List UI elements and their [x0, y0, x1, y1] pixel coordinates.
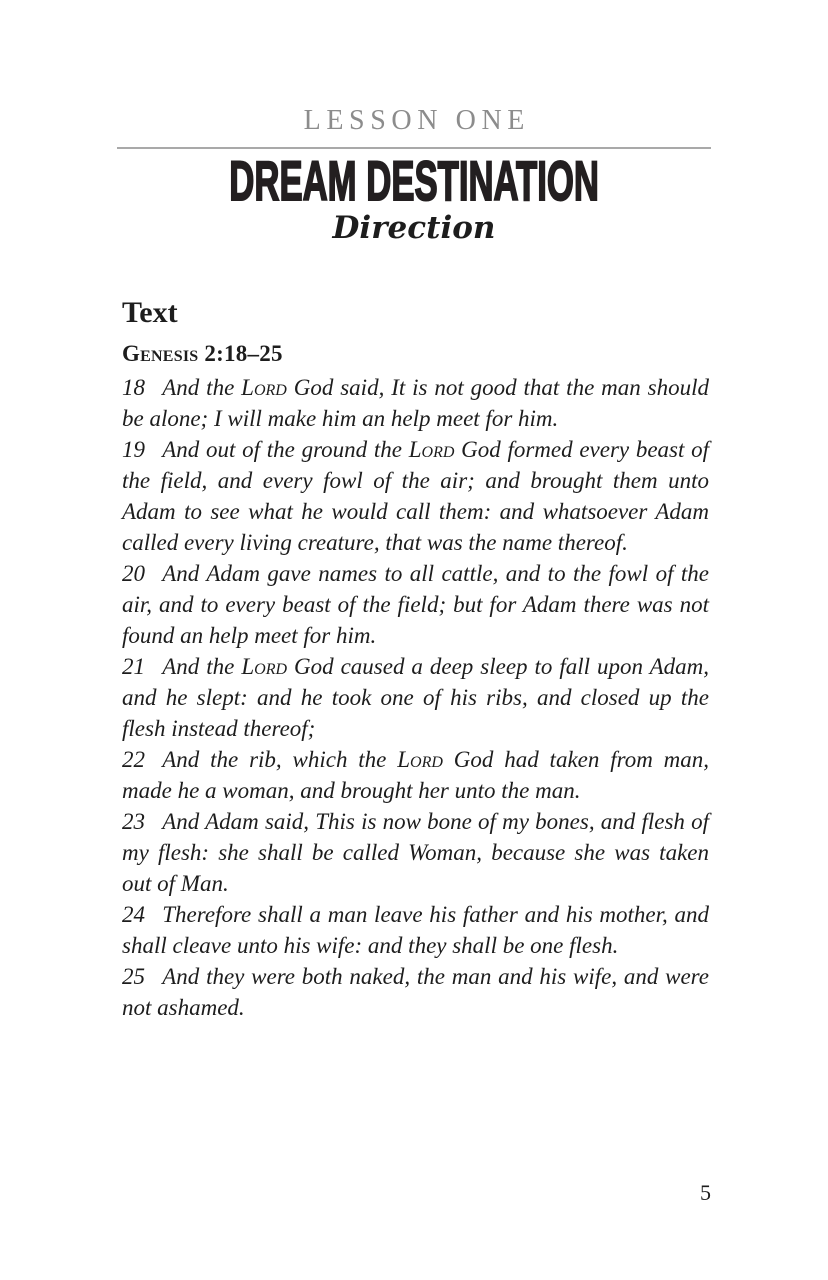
verse-19 [122, 434, 709, 558]
verse-20 [122, 558, 709, 651]
verse-number: 21 [122, 654, 145, 679]
smallcaps-word: Lord [241, 654, 288, 679]
verse-number: 18 [122, 375, 145, 400]
verse-number: 25 [122, 964, 145, 989]
verse-23 [122, 806, 709, 899]
verse-text: God caused a deep sleep to fall upon Adam, and he slept: and he took one of his ribs, and closed up the flesh instead thereof; [122, 654, 709, 741]
verse-number: 22 [122, 747, 145, 772]
verse-list [122, 372, 709, 1023]
verse-number: 20 [122, 561, 145, 586]
verse-number: 19 [122, 437, 145, 462]
smallcaps-word: Lord [397, 747, 443, 772]
verse-text: God had taken from man, made he a woman, and brought her unto the man. [122, 747, 709, 803]
verse-text: God formed every beast of the field, and every fowl of the air; and brought them unto Adam to see what he would call them: and whatsoever Adam called every living creature, that was the name thereof. [122, 437, 710, 555]
verse-text: God said, It is not good that the man should be alone; I will make him an help meet for him. [122, 375, 709, 431]
verse-22 [122, 744, 709, 806]
verse-25 [122, 961, 709, 1023]
verse-18 [122, 372, 709, 434]
verse-text: And the [162, 654, 242, 679]
smallcaps-word: Lord [241, 375, 287, 400]
page-title: DREAM DESTINATION [229, 149, 599, 212]
verse-number: 23 [122, 809, 145, 834]
verse-text: And the rib, which the [162, 747, 398, 772]
verse-number: 24 [122, 902, 145, 927]
smallcaps-word: Lord [408, 437, 455, 462]
page-number: 5 [700, 1180, 711, 1205]
section-heading: Text [122, 296, 178, 329]
lesson-label: LESSON ONE [303, 105, 530, 136]
verse-text: And the [162, 375, 242, 400]
verse-text: And out of the ground the [162, 437, 409, 462]
page-title-wrap [0, 149, 828, 212]
verse-21 [122, 651, 709, 744]
verse-text: And they were both naked, the man and his wife, and were not ashamed. [122, 964, 709, 1020]
verse-text: And Adam gave names to all cattle, and to the fowl of the air, and to every beast of the field; but for Adam there was not found an help meet for him. [122, 561, 709, 648]
page-subtitle: Direction [332, 210, 496, 246]
scripture-reference: Genesis 2:18–25 [122, 341, 283, 366]
verse-text: Therefore shall a man leave his father and his mother, and shall cleave unto his wife: and they shall be one flesh. [122, 902, 709, 958]
text-section [0, 297, 828, 1023]
verse-text: And Adam said, This is now bone of my bones, and flesh of my flesh: she shall be called Woman, because she was taken out of Man. [122, 809, 709, 896]
verse-24 [122, 899, 709, 961]
